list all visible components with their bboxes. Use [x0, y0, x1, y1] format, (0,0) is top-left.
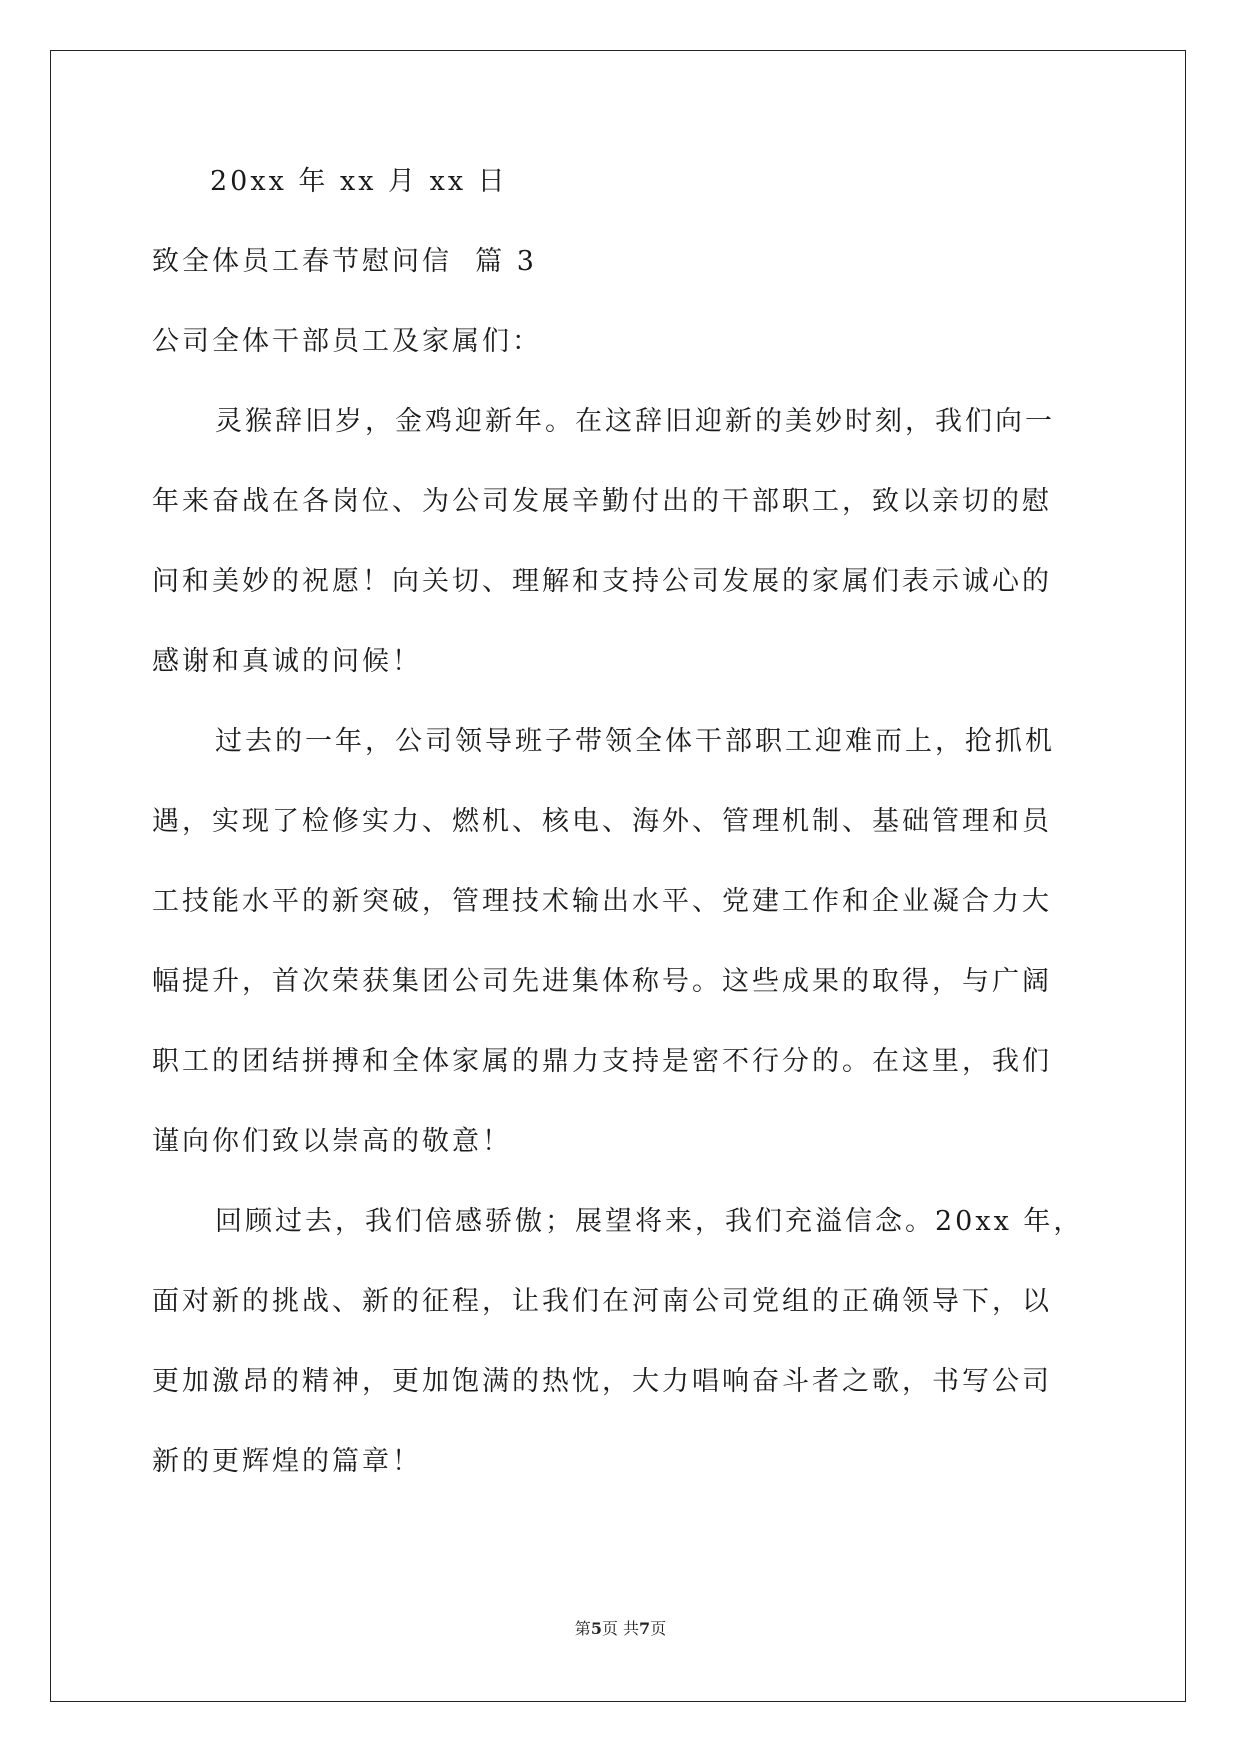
paragraph-line: 过去的一年，公司领导班子带领全体干部职工迎难而上，抢抓机: [215, 726, 1055, 757]
paragraph-line: 更加激昂的精神，更加饱满的热忱，大力唱响奋斗者之歌，书写公司: [152, 1366, 1052, 1397]
page-footer: [0, 1616, 1241, 1639]
paragraph-line: 谨向你们致以崇高的敬意！: [152, 1126, 512, 1157]
paragraph-3: [152, 1202, 1092, 1482]
footer-page-mid: 页 共: [601, 1619, 640, 1638]
paragraph-1: [152, 402, 1092, 682]
footer-page-total: 7: [639, 1619, 651, 1638]
paragraph-line: 年来奋战在各岗位、为公司发展辛勤付出的干部职工，致以亲切的慰: [152, 486, 1052, 517]
paragraph-line: 感谢和真诚的问候！: [152, 646, 422, 677]
paragraph-2: [152, 722, 1092, 1162]
paragraph-line: 问和美妙的祝愿！向关切、理解和支持公司发展的家属们表示诚心的: [152, 566, 1052, 597]
footer-page-current: 5: [590, 1619, 602, 1638]
footer-page-suffix: 页: [650, 1619, 667, 1638]
footer-page-prefix: 第: [574, 1619, 591, 1638]
paragraph-line: 遇，实现了检修实力、燃机、核电、海外、管理机制、基础管理和员: [152, 806, 1052, 837]
paragraph-line: 面对新的挑战、新的征程，让我们在河南公司党组的正确领导下，以: [152, 1286, 1052, 1317]
letter-greeting: 公司全体干部员工及家属们：: [152, 326, 542, 357]
letter-body: [152, 162, 1092, 1522]
letter-date: 20xx 年 xx 月 xx 日: [210, 166, 508, 197]
paragraph-line: 工技能水平的新突破，管理技术输出水平、党建工作和企业凝合力大: [152, 886, 1052, 917]
paragraph-line: 灵猴辞旧岁，金鸡迎新年。在这辞旧迎新的美妙时刻，我们向一: [215, 406, 1055, 437]
paragraph-line: 职工的团结拼搏和全体家属的鼎力支持是密不行分的。在这里，我们: [152, 1046, 1052, 1077]
letter-title: 致全体员工春节慰问信 篇 3: [152, 246, 537, 277]
paragraph-line: 幅提升，首次荣获集团公司先进集体称号。这些成果的取得，与广阔: [152, 966, 1052, 997]
paragraph-line: 回顾过去，我们倍感骄傲；展望将来，我们充溢信念。20xx 年，: [215, 1206, 1084, 1237]
paragraph-line: 新的更辉煌的篇章！: [152, 1446, 422, 1477]
